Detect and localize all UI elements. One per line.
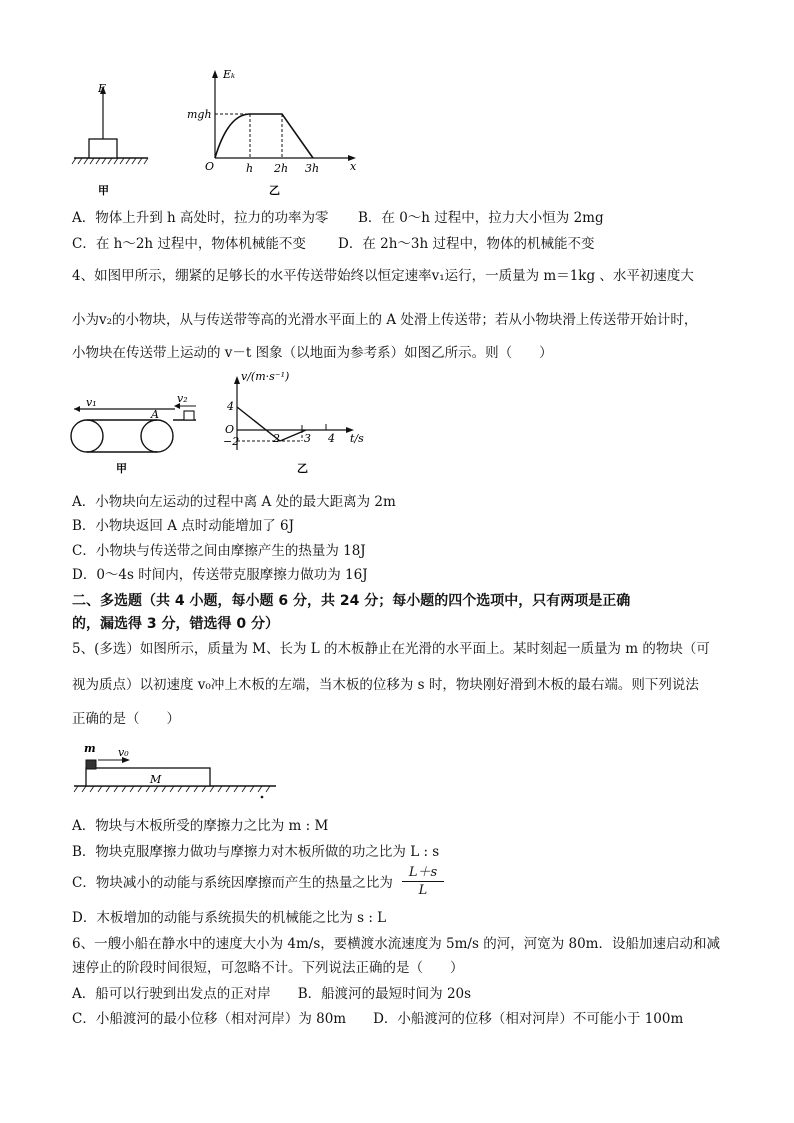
q6-stem-line1: 6、一艘小船在静水中的速度大小为 4m/s，要横渡水流速度为 5m/s 的河，河宽为 80m．设船加速启动和减 — [72, 936, 720, 952]
t-axis-label: t/s — [350, 432, 364, 445]
x-tick-2: 2 — [273, 432, 280, 445]
caption-a: 甲 — [98, 184, 109, 197]
q3-option-c: C．在 h～2h 过程中，物体机械能不变 — [72, 236, 306, 252]
mass-M-label: M — [150, 773, 162, 786]
q4-stem-line2: 小为v₂的小物块，从与传送带等高的光滑水平面上的 A 处滑上传送带；若从小物块滑上传送带开始计时， — [72, 312, 698, 328]
q5-option-a: A．物块与木板所受的摩擦力之比为 m : M — [72, 818, 329, 834]
tick-h: h — [246, 162, 254, 175]
ek-axis-label: Eₖ — [223, 68, 236, 81]
q4-option-a: A．小物块向左运动的过程中离 A 处的最大距离为 2m — [72, 494, 396, 510]
q5-figure — [66, 736, 286, 808]
q5-stem-line1: 5、(多选）如图所示，质量为 M、长为 L 的木板静止在光滑的水平面上。某时刻起一质量为 m 的物块（可 — [72, 641, 710, 657]
block-diagram-a — [72, 86, 148, 164]
y-tick-4: 4 — [227, 400, 234, 413]
v0-label: v₀ — [118, 746, 129, 759]
q4-stem-line1: 4、如图甲所示，绷紧的足够长的水平传送带始终以恒定速率v₁运行，一质量为 m＝1kg 、水平初速度大 — [72, 268, 694, 284]
tick-3h: 3h — [305, 162, 320, 175]
q6-stem-line2: 速停止的阶段时间很短，可忽略不计。下列说法正确的是（ ） — [72, 960, 464, 976]
vt-origin: O — [225, 423, 235, 436]
y-tick-neg2: −2 — [223, 435, 240, 448]
v1-label: v₁ — [86, 396, 97, 409]
tick-2h: 2h — [274, 162, 289, 175]
point-a-label: A — [151, 408, 159, 421]
q3-figure — [60, 62, 380, 202]
x-axis-label: x — [350, 160, 357, 173]
q5-option-b: B．物块克服摩擦力做功与摩擦力对木板所做的功之比为 L : s — [72, 844, 440, 860]
q4-option-b: B．小物块返回 A 点时动能增加了 6J — [72, 518, 295, 534]
q5-option-d: D．木板增加的动能与系统损失的机械能之比为 s : L — [72, 910, 387, 926]
q5-stem-line2: 视为质点）以初速度 v₀冲上木板的左端，当木板的位移为 s 时，物块刚好滑到木板的最右端。则下列说法 — [72, 677, 699, 693]
q4-option-c: C．小物块与传送带之间由摩擦产生的热量为 18J — [72, 543, 366, 559]
q4-figure — [60, 366, 380, 486]
mass-m-label: m — [84, 742, 96, 755]
v2-label: v₂ — [177, 392, 188, 405]
origin-label: O — [205, 160, 215, 173]
fraction-numerator: L＋s — [402, 864, 444, 882]
q3-option-a: A．物体上升到 h 高处时，拉力的功率为零 — [72, 210, 329, 226]
q5-fraction — [402, 864, 444, 899]
q5-option-c — [72, 874, 393, 892]
caption-yi: 乙 — [297, 462, 308, 475]
conveyor-belt — [71, 403, 196, 452]
caption-jia: 甲 — [116, 462, 127, 475]
fraction-denominator: L — [418, 883, 428, 898]
q5-option-c-text: C．物块减小的动能与系统因摩擦而产生的热量之比为 — [72, 875, 393, 891]
q3-option-b: B．在 0～h 过程中，拉力大小恒为 2mg — [358, 210, 604, 226]
ek-x-graph — [212, 70, 356, 161]
section-header-line1: 二、多选题（共 4 小题，每小题 6 分，共 24 分；每小题的四个选项中，只有两项是正确 — [72, 593, 631, 609]
v-axis-label: v/(m·s⁻¹) — [241, 370, 290, 383]
x-tick-3: 3 — [304, 432, 311, 445]
x-tick-4: 4 — [328, 432, 335, 445]
mgh-label: mgh — [187, 108, 212, 121]
section-header-line2: 的，漏选得 3 分，错选得 0 分） — [72, 616, 279, 632]
q3-option-d: D．在 2h～3h 过程中，物体的机械能不变 — [338, 236, 595, 252]
force-label: F — [98, 82, 106, 95]
q4-option-d: D．0～4s 时间内，传送带克服摩擦力做功为 16J — [72, 567, 368, 583]
q4-stem-line3: 小物块在传送带上运动的 v－t 图象（以地面为参考系）如图乙所示。则（ ） — [72, 345, 553, 361]
wooden-board — [86, 768, 210, 786]
q6-options-cd: C．小船渡河的最小位移（相对河岸）为 80m D．小船渡河的位移（相对河岸）不可能小于 100m — [72, 1011, 684, 1027]
vt-graph — [234, 376, 354, 450]
caption-b: 乙 — [269, 184, 280, 197]
q6-options-ab: A．船可以行驶到出发点的正对岸 B．船渡河的最短时间为 20s — [72, 986, 472, 1002]
q5-stem-line3: 正确的是（ ） — [72, 711, 180, 727]
small-block — [86, 760, 96, 769]
